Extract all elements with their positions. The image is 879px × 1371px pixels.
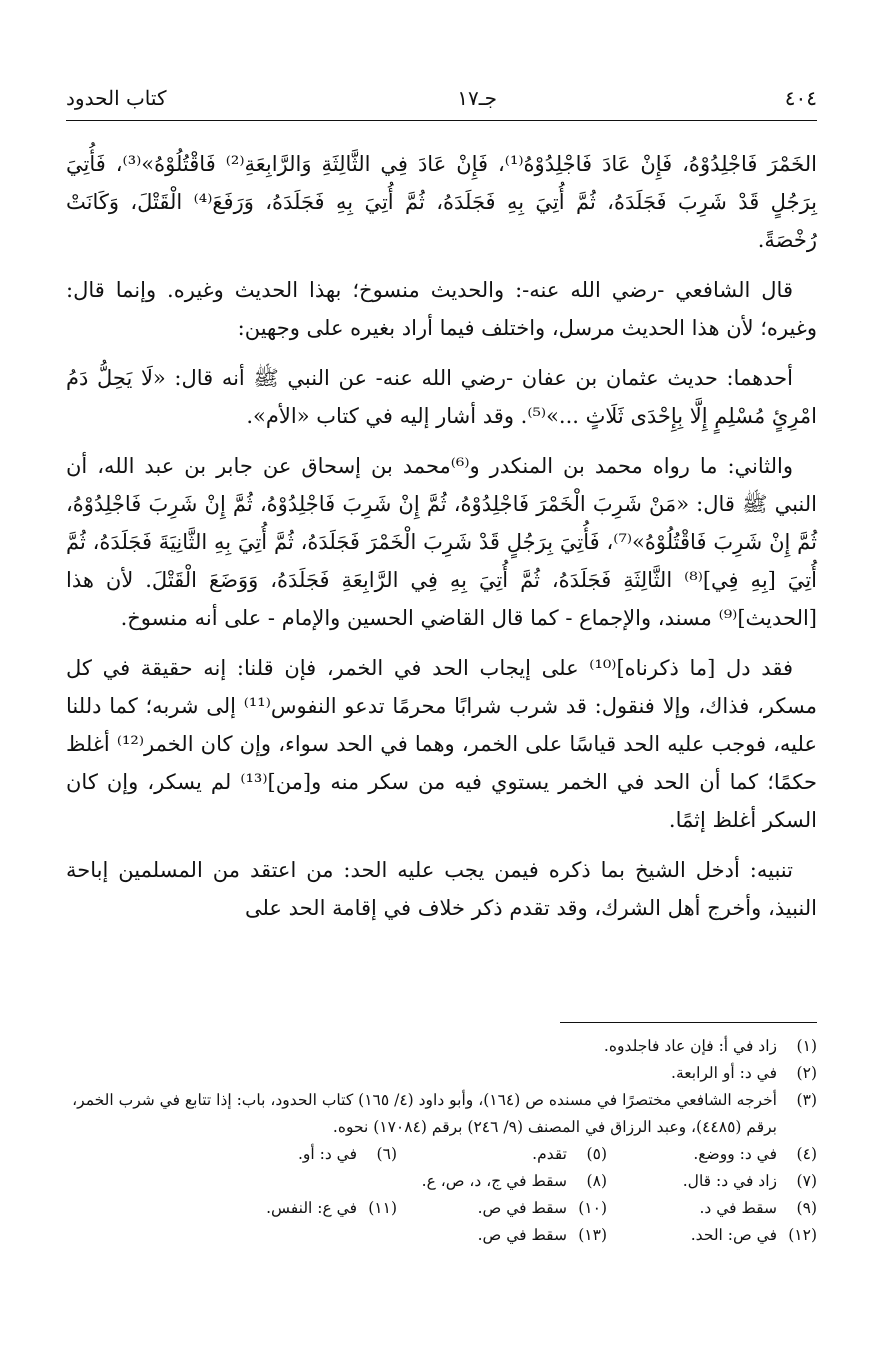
- footnote-item: [607, 1195, 817, 1222]
- volume-number: جـ١٧: [457, 86, 497, 110]
- footnote-number: (٤): [796, 1145, 817, 1163]
- footnote-text: سقط في ص.: [477, 1226, 567, 1244]
- footnote-number: (١٢): [788, 1226, 817, 1244]
- paragraph-note: تنبيه: أدخل الشيخ بما ذكره فيمن يجب عليه الحد: من اعتقد من المسلمين إباحة النبيذ، وأخرج أهل الشرك، وقد تقدم ذكر خلاف في إقامة الحد على: [66, 858, 817, 920]
- paragraph-second-view: والثاني: ما رواه محمد بن المنكدر و⁽⁶⁾محمد بن إسحاق عن جابر بن عبد الله، أن النبي ﷺ قال: «مَنْ شَرِبَ الْخَمْرَ فَاجْلِدُوْهُ، ثُمَّ إِنْ شَرِبَ فَاجْلِدُوْهُ، ثُمَّ إِنْ شَرِبَ فَاجْلِدُوْهُ، ثُمَّ إِنْ شَرِبَ فَاقْتُلُوْهُ»⁽⁷⁾، فَأُتِيَ بِرَجُلٍ قَدْ شَرِبَ الْخَمْرَ فَجَلَدَهُ، ثُمَّ أُتِيَ بِهِ الثَّانِيَةَ فَجَلَدَهُ، ثُمَّ أُتِيَ [بِهِ فِي]⁽⁸⁾ الثَّالِثَةِ فَجَلَدَهُ، ثُمَّ أُتِيَ بِهِ فِي الرَّابِعَةِ فَجَلَدَهُ، وَوَضَعَ الْقَتْلَ. لأن هذا [الحديث]⁽⁹⁾ مسند، والإجماع - كما قال القاضي الحسين والإمام - على أنه منسوخ.: [66, 454, 817, 630]
- footnote-text: أخرجه الشافعي مختصرًا في مسنده ص (١٦٤)، وأبو داود (٤/ ١٦٥) كتاب الحدود، باب: إذا تتابع في شرب الخمر، برقم (٤٤٨٥)، وعبد الرزاق في المصنف (٩/ ٢٤٦) برقم (١٧٠٨٤) نحوه.: [72, 1091, 777, 1136]
- footnote-item: [187, 1195, 397, 1222]
- footnote-text: تقدم.: [532, 1145, 567, 1163]
- footnote-item: [66, 1060, 817, 1087]
- footnote-text: في د: أو الرابعة.: [671, 1064, 777, 1082]
- footnote-item: [66, 1033, 817, 1060]
- footnote-number: (٩): [796, 1199, 817, 1217]
- footnote-item: [607, 1141, 817, 1168]
- footnote-text: في د: ووضع.: [693, 1145, 777, 1163]
- footnote-item: [397, 1222, 607, 1249]
- footnotes: [66, 1033, 817, 1249]
- footnote-item: [187, 1141, 397, 1168]
- footnote-rule: [560, 1022, 817, 1023]
- footnote-text: في د: أو.: [297, 1145, 357, 1163]
- footnote-row: [66, 1168, 817, 1195]
- main-text: [66, 145, 817, 939]
- footnote-number: (٨): [586, 1172, 607, 1190]
- paragraph-analogy: فقد دل [ما ذكرناه]⁽¹⁰⁾ على إيجاب الحد في الخمر، فإن قلنا: إنه حقيقة في كل مسكر، فذاك، وإلا فنقول: قد شرب شرابًا محرمًا تدعو النفوس⁽¹¹⁾ إلى شربه؛ كما دللنا عليه، فوجب عليه الحد قياسًا على الخمر، وهما في الحد سواء، وإن كان الخمر⁽¹²⁾ أغلظ حكمًا؛ كما أن الحد في الخمر يستوي فيه من سكر منه و[من]⁽¹³⁾ لم يسكر، وإن كان السكر أغلظ إثمًا.: [66, 656, 818, 832]
- footnote-text: زاد في د: قال.: [682, 1172, 777, 1190]
- footnote-item: [607, 1222, 817, 1249]
- footnote-text: سقط في د.: [699, 1199, 777, 1217]
- footnote-number: (٢): [796, 1064, 817, 1082]
- footnote-row: [66, 1195, 817, 1222]
- footnote-number: (١١): [368, 1199, 397, 1217]
- footnote-text: سقط في ص.: [477, 1199, 567, 1217]
- paragraph-first-view: أحدهما: حديث عثمان بن عفان -رضي الله عنه- عن النبي ﷺ أنه قال: «لَا يَحِلُّ دَمُ امْرِئٍ مُسْلِمٍ إِلَّا بِإِحْدَى ثَلَاثٍ ...»⁽⁵⁾. وقد أشار إليه في كتاب «الأم».: [66, 366, 817, 428]
- footnote-item: [397, 1141, 607, 1168]
- footnote-number: (٣): [796, 1091, 817, 1109]
- footnote-text: زاد في أ: فإن عاد فاجلدوه.: [603, 1037, 777, 1055]
- footnote-number: (١٣): [578, 1226, 607, 1244]
- footnote-row: [66, 1141, 817, 1168]
- footnote-number: (٧): [796, 1172, 817, 1190]
- footnote-item: [66, 1087, 817, 1141]
- paragraph-hadith-continuation: الخَمْرَ فَاجْلِدُوْهُ، فَإِنْ عَادَ فَاجْلِدُوْهُ⁽¹⁾، فَإِنْ عَادَ فِي الثَّالِثَةِ وَالرَّابِعَةِ⁽²⁾ فَاقْتُلُوْهُ»⁽³⁾، فَأُتِيَ بِرَجُلٍ قَدْ شَرِبَ فَجَلَدَهُ، ثُمَّ أُتِيَ بِهِ فَجَلَدَهُ، ثُمَّ أُتِيَ بِهِ فَجَلَدَهُ، وَرَفَعَ⁽⁴⁾ الْقَتْلَ، وَكَانَتْ رُخْصَةً.: [66, 152, 817, 252]
- book-title: كتاب الحدود: [66, 86, 167, 110]
- header-rule: [66, 120, 817, 121]
- running-header: [66, 83, 817, 113]
- footnote-number: (١٠): [578, 1199, 607, 1217]
- footnote-text: سقط في ج، د، ص، ع.: [421, 1172, 567, 1190]
- footnote-text: في ص: الحد.: [690, 1226, 777, 1244]
- footnote-text: في ع: النفس.: [266, 1199, 357, 1217]
- footnote-item: [607, 1168, 817, 1195]
- footnote-number: (١): [796, 1037, 817, 1055]
- footnote-item: [397, 1168, 607, 1195]
- paragraph-shafii: قال الشافعي -رضي الله عنه-: والحديث منسوخ؛ بهذا الحديث وغيره. وإنما قال: وغيره؛ لأن هذا الحديث مرسل، واختلف فيما أراد بغيره على وجهين:: [66, 278, 817, 340]
- footnote-number: (٥): [586, 1145, 607, 1163]
- page-number: ٤٠٤: [784, 86, 817, 110]
- footnote-row: [66, 1222, 817, 1249]
- footnote-item: [397, 1195, 607, 1222]
- footnote-number: (٦): [376, 1145, 397, 1163]
